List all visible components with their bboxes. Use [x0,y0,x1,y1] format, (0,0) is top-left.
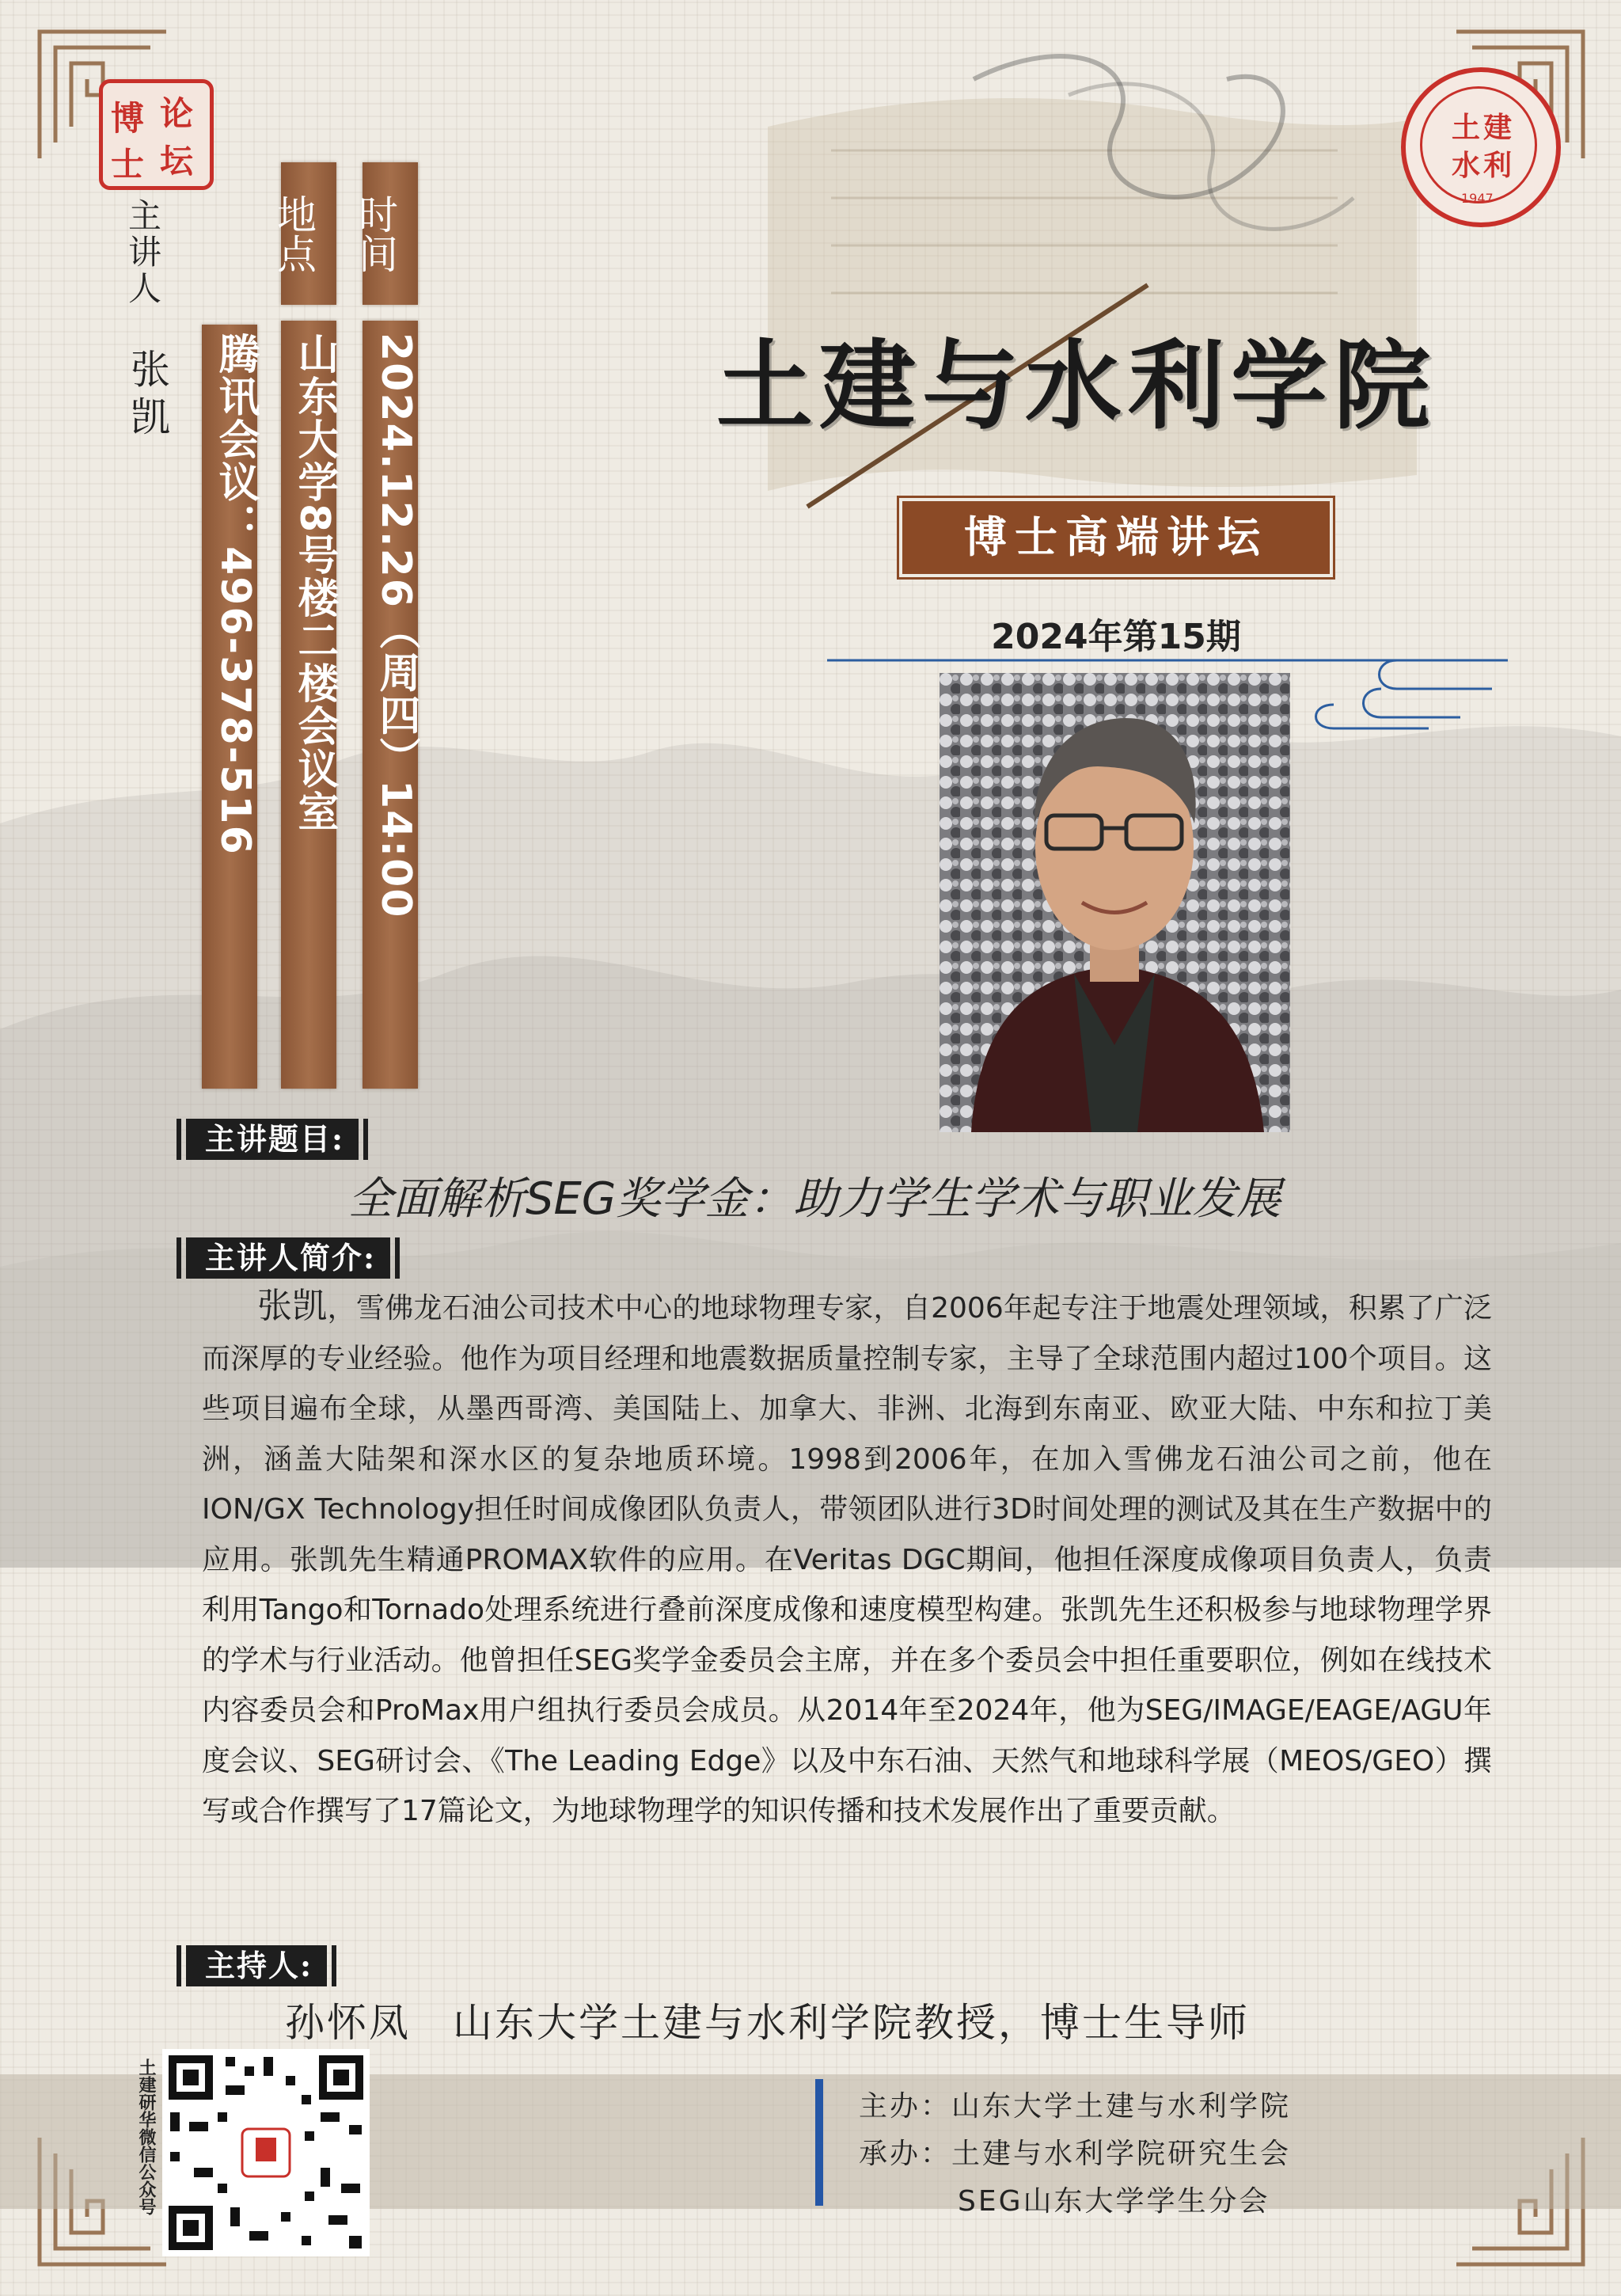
footer-accent-bar [815,2079,823,2206]
bio-lead-name: 张凯 [257,1286,328,1326]
speaker-label: 主讲人 [123,198,162,307]
place-value: 山东大学8号楼二楼会议室 [290,333,338,834]
college-title: 土建与水利学院 [716,329,1437,443]
speaker-name: 张凯 [124,348,170,443]
co-organizer-2: SEG山东大学学生分会 [958,2185,1270,2218]
issue-number: 2024年第15期 [991,617,1241,657]
seal-char: 博 [111,99,145,138]
forum-badge: 博士高端讲坛 [902,501,1330,574]
seal-char: 坛 [160,142,194,181]
host-info: 孙怀凤 山东大学土建与水利学院教授，博士生导师 [285,2000,1250,2046]
logo-char: 土 [1452,111,1481,144]
seal-char: 士 [111,145,145,184]
host-section-label: 主持人: [186,1945,327,1986]
speaker-photo [940,673,1290,1132]
wechat-qr-code[interactable] [162,2049,370,2256]
seal-char: 论 [160,94,194,133]
time-label: 时间 [352,194,398,273]
scroll-illustration [736,32,1528,538]
lecture-topic: 全面解析SEG奖学金：助力学生学术与职业发展 [348,1173,1281,1225]
forum-seal [99,79,214,190]
bio-section-label: 主讲人简介: [186,1237,390,1279]
logo-year: 1947 [1461,191,1494,206]
college-logo [1401,67,1561,227]
logo-char: 水 [1452,149,1481,182]
logo-char: 建 [1483,111,1513,144]
meeting-value: 腾讯会议：496-378-516 [211,333,259,856]
speaker-bio [202,1281,1492,1837]
topic-section-label: 主讲题目: [186,1119,359,1160]
co-organizer: 承办：土建与水利学院研究生会 [859,2138,1292,2170]
organizer: 主办：山东大学土建与水利学院 [859,2090,1292,2123]
qr-caption: 土建研华微信公众号 [136,2058,156,2215]
logo-char: 利 [1483,149,1513,182]
bio-text: ，雪佛龙石油公司技术中心的地球物理专家，自2006年起专注于地震处理领域，积累了广泛而深厚的专业经验。他作为项目经理和地震数据质量控制专家，主导了全球范围内超过100个项目。这些项目遍布全球，从墨西哥湾、美国陆上、加拿大、非洲、北海到东南亚、欧亚大陆、中东和拉丁美洲，涵盖大陆架和深水区的复杂地质环境。1998到2006年，在加入雪佛龙石油公司之前，他在ION/GX Technology担任时间成像团队负责人，带领团队进行3D时间处理的测试及其在生产数据中的应用。张凯先生精通PROMAX软件的应用。在Veritas DGC期间，他担任深度成像项目负责人，负责利用Tango和Tornado处理系统进行叠前深度成像和速度模型构建。张凯先生还积极参与地球物理学界的学术与行业活动。他曾担任SEG奖学金委员会主席，并在多个委员会中担任重要职位，例如在线技术内容委员会和ProMax用户组执行委员会成员。从2014年至2024年，他为SEG/IMAGE/EAGE/AGU年度会议、SEG研讨会、《The Leading Edge》以及中东石油、天然气和地球科学展（MEOS/GEO）撰写或合作撰写了17篇论文，为地球物理学的知识传播和技术发展作出了重要贡献。 [202,1292,1492,1827]
place-label: 地点 [271,194,317,273]
time-value: 2024.12.26（周四）14:00 [372,333,419,919]
